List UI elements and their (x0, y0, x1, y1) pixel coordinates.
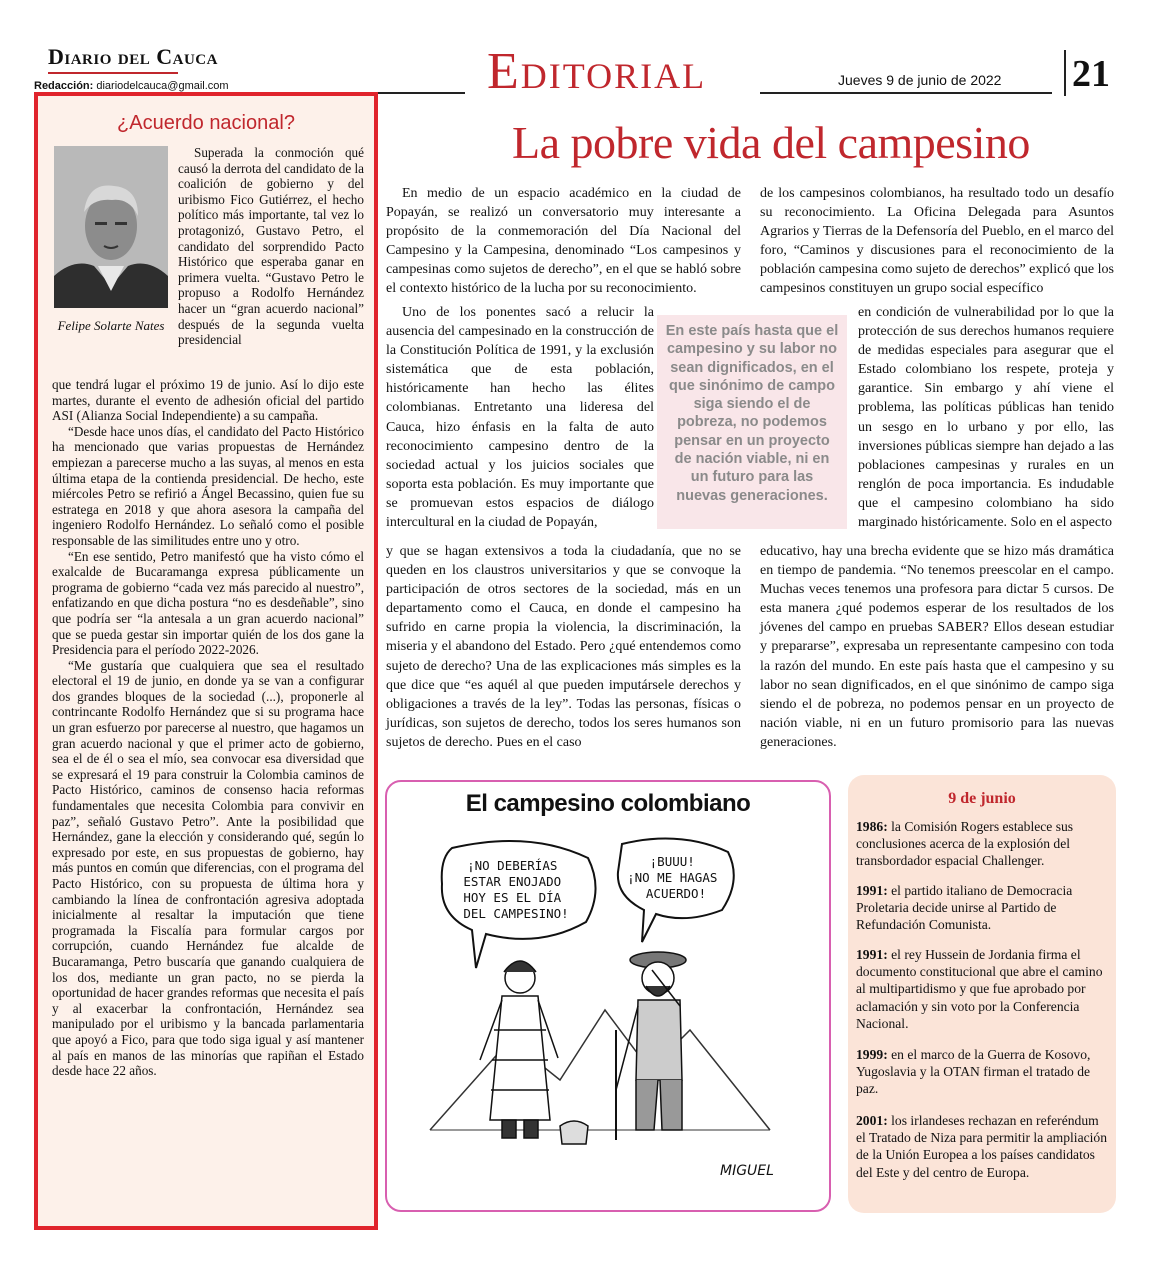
svg-text:¡NO DEBERÍAS ESTAR ENOJADO (463, 858, 568, 921)
masthead-underline (48, 72, 178, 74)
efemeride-entry (856, 1046, 1110, 1098)
editorial-paragraph: de los campesinos colombianos, ha resultado todo un desafío su reconocimiento. La Oficina Delegada para Asuntos Agrarios y Tierras de la Defensoría del Pueblo, en el marco del foro, “Caminos y discusiones para el reconocimiento de la población campesina como sujeto de derechos” explicó que los campesinos constituyen un grupo social específico (760, 186, 1114, 297)
efemeride-year: 1991: (856, 947, 888, 962)
opinion-column-title: ¿Acuerdo nacional? (117, 112, 295, 134)
bubble-left-line: ESTAR ENOJADO (463, 874, 562, 889)
opinion-paragraph: “Me gustaría que cualquiera que sea el resultado electoral el 19 de junio, en donde ya se van a configurar dos grandes bloques de la sociedad (...), proponerle al contrincante Rodolfo Hernández que si su programa hace un gran esfuerzo por parecerse al nuestro, que hagamos un gran acuerdo nacional y que el primer acto de gobierno, sea el de él o sea el mío, sea convocar esa diversidad que se expresará el 19 para construir la Colombia caminos de Pacto Histórico, caminos de consenso hacia reformas fundamentales que necesita Colombia para convivir en paz”, señaló Gustavo Petro”. Ante la posibilidad que Hernández, gane la elección y considerando qué, según lo expresado por este, en sus propuestas de gobierno, hay más puntos en común que diferencias, con el programa del Pacto Histórico, con su propuesta de última hora y cambiando la línea de confrontación agresiva adoptada inicialmente al resaltar la imputación que tiene programada la Fiscalía para formular cargos por corrupción, cuando Hernández fue alcalde de Bucaramanga, Petro buscaría que ganando cualquiera de los dos, mediante un gran pacto, no se pierda la oportunidad de hacer grandes reformas que necesita el país y al exacerbar la confrontación, Hernández sea manipulado por el uribismo y la bancada parlamentaria que apoyó a Fico, para que todo siga igual y así mantener al país en manos de las minorías que rapiñan el Estado desde hace 22 años. (52, 657, 364, 1079)
page-number-divider (1064, 50, 1066, 96)
efemeride-text: en el marco de la Guerra de Kosovo, Yugoslavia y la OTAN firman el tratado de paz. (856, 1047, 1091, 1097)
editorial-text-d (760, 184, 1114, 299)
opinion-lead-text (178, 145, 364, 348)
mountains-drawing (430, 1010, 770, 1130)
efemeride-year: 2001: (856, 1113, 888, 1128)
editorial-text-a (386, 184, 741, 299)
efemeride-text: el rey Hussein de Jordania firma el documento constitucional que abre el camino al multipartidismo y que fue aprobado por aclamación y sin voto por la Conferencia Nacional. (856, 947, 1103, 1031)
opinion-paragraph: que tendrá lugar el próximo 19 de junio. Así lo dijo este martes, durante el evento de adhesión oficial del partido ASI (Alianza Social Independiente) a su campaña. (52, 377, 364, 424)
efemerides-title: 9 de junio (948, 790, 1016, 807)
cartoon-illustration (390, 830, 820, 1200)
editorial-text-e (858, 303, 1114, 532)
redaccion-email[interactable]: diariodelcauca@gmail.com (96, 80, 229, 92)
efemeride-year: 1986: (856, 819, 888, 834)
editorial-paragraph: educativo, hay una brecha evidente que se hizo más dramática en tiempo de pandemia. “No tenemos preescolar en el campo. Muchas veces tenemos una profesora para dictar 5 cursos. De esta manera ¿qué podemos esperar de los resultados de los jóvenes del campo en pruebas SABER? Ellos desean estudiar y prepararse”, expresaba un representante campesino con toda la razón del mundo. En este país hasta que el campesino y su labor no sean dignificados, en el que sinónimo de campo siga siendo el de pobreza, no podemos pensar en un proyecto de nación viable, ni en un futuro promisorio para las nuevas generaciones. (760, 544, 1114, 750)
author-photo-figure (54, 146, 168, 308)
bubble-right-line: ACUERDO! (645, 886, 707, 901)
bubble-left-line: DEL CAMPESINO! (463, 906, 569, 921)
page-number: 21 (1072, 53, 1110, 95)
opinion-paragraph: “Desde hace unos días, el candidato del Pacto Histórico ha mencionado que varias propuestas de Hernández empiezan a parecerse mucho a las suyas, al menos en esta última etapa de la contienda presidencial. De hecho, este miércoles Petro se refirió a Ángel Becassino, quien fue su estratega en 2018 y que ahora asesora la campaña del ingeniero Rodolfo Hernández. Lo señaló como el posible responsable de las similitudes entre uno y otro. (52, 423, 364, 548)
cartoon-title: El campesino colombiano (465, 790, 751, 817)
efemeride-year: 1991: (856, 883, 888, 898)
opinion-lead-paragraph: Superada la conmoción qué causó la derrota del candidato de la coalición de gobierno y del uribismo Fico Gutiérrez, el hecho político más importante, tal vez lo protagonizó, Gustavo Petro, el candidato del sorprendido Pacto Histórico que esperaba ganar en primera vuelta. “Gustavo Petro le propuso a Rodolfo Hernández hacer un “gran acuerdo nacional” después de la segunda vuelta presidencial (178, 145, 365, 348)
author-name: Felipe Solarte Nates (57, 318, 165, 333)
efemeride-entry (856, 818, 1110, 870)
efemeride-entry (856, 946, 1110, 1032)
bubble-left-line: ¡NO DEBERÍAS (467, 858, 558, 873)
woman-figure (480, 961, 558, 1138)
author-photo (54, 146, 168, 308)
redaccion-line (34, 80, 229, 92)
editorial-paragraph: en condición de vulnerabilidad por lo que la protección de sus derechos humanos requiere de medidas especiales para asegurar que el Estado colombiano los respete, proteja y garantice. Sin embargo y ahí viene el problema, las políticas públicas han tenido un sesgo en lo urbano y por ello, las inversiones públicas siempre han dejado a las poblaciones campesinas y rurales en un renglón de poca importancia. Es indudable que el campesino colombiano ha sido marginado históricamente. Solo en el aspecto (858, 305, 1114, 531)
farmer-figure (560, 952, 686, 1144)
masthead-logo: Diario del Cauca (48, 44, 218, 69)
editorial-paragraph: Uno de los ponentes sacó a relucir la ausencia del campesinado en la construcción de la Constitución Política de 1991, y la exclusión sistemática que de esta población, históricamente han hecho las élites colombianas. Entretanto una lideresa del Cauca, hizo énfasis en la falta de auto reconocimiento campesino dentro de la sociedad actual y los juicios sociales que soporta esta población. Es muy importante que se promuevan estos espacios de diálogo intercultural en la ciudad de Popayán, (386, 305, 654, 531)
opinion-paragraph: “En ese sentido, Petro manifestó que ha visto cómo el exalcalde de Bucaramanga expresa públicamente un programa de gobierno “cada vez más parecido al nuestro”, enfatizando en que dicha postura “no es desdeñable”, sino que podría ser “la antesala a un gran acuerdo nacional” que se pueda gestar sin importar quién de los dos gane la Presidencia para el período 2022-2026. (52, 548, 364, 658)
bubble-right-line: ¡BUUU! (649, 854, 695, 869)
efemeride-entry (856, 882, 1110, 934)
editorial-text-c (386, 542, 741, 752)
efemeride-text: los irlandeses rechazan en referéndum el Tratado de Niza para permitir la ampliación de la Unión Europea a los países candidatos del Este y del centro de Europa. (856, 1113, 1108, 1180)
section-title: Editorial (487, 43, 707, 100)
efemeride-text: el partido italiano de Democracia Proletaria decide unirse al Partido de Refundación Comunista. (856, 883, 1073, 933)
editorial-headline: La pobre vida del campesino (512, 117, 1030, 168)
efemeride-entry (856, 1112, 1110, 1181)
bubble-right-line: ¡NO ME HAGAS (627, 870, 718, 885)
editorial-text-f (760, 542, 1114, 752)
pullquote-text: En este país hasta que el campesino y su labor no sean dignificados, en el que sinónimo de campo siga siendo el de pobreza, no podemos pensar en un proyecto de nación viable, ni en un futuro para las nuevas generaciones. (665, 323, 839, 504)
efemeride-year: 1999: (856, 1047, 888, 1062)
redaccion-label: Redacción: (34, 80, 94, 92)
editorial-paragraph: y que se hagan extensivos a toda la ciudadanía, que no se queden en los claustros universitarios y que se convoque la participación de otros sectores de la sociedad, más en un departamento como el Cauca, en donde el campesino ha sufrido en carne propia la violencia, la discriminación, la miseria y el abandono del Estado. Pero ¿qué entendemos como sujeto de derecho? Una de las explicaciones más simples es la que dice que “es aquél al que pueden imputársele derechos y obligaciones a través de la ley”. Todas las personas, físicas o jurídicas, son sujetos de derecho, todos los seres humanos son sujetos de derecho. Pues en el caso (386, 544, 741, 750)
efemeride-text: la Comisión Rogers establece sus conclusiones acerca de la explosión del transbordador espacial Challenger. (856, 819, 1074, 869)
header-rule-right (760, 92, 1052, 94)
opinion-body-text (52, 377, 364, 1079)
editorial-text-b (386, 303, 654, 532)
editorial-paragraph: En medio de un espacio académico en la ciudad de Popayán, se realizó un conversatorio muy interesante a propósito de la conmemoración del Día Nacional del Campesino y la Campesina, denominado “Los campesinos y campesinas como sujetos de derecho”, en el que se habló sobre el contexto histórico de la lucha por su reconocimiento. (386, 186, 741, 297)
cartoonist-signature: MIGUEL (720, 1163, 774, 1179)
issue-date: Jueves 9 de junio de 2022 (838, 72, 1002, 88)
bubble-left-line: HOY ES EL DÍA (463, 890, 562, 905)
